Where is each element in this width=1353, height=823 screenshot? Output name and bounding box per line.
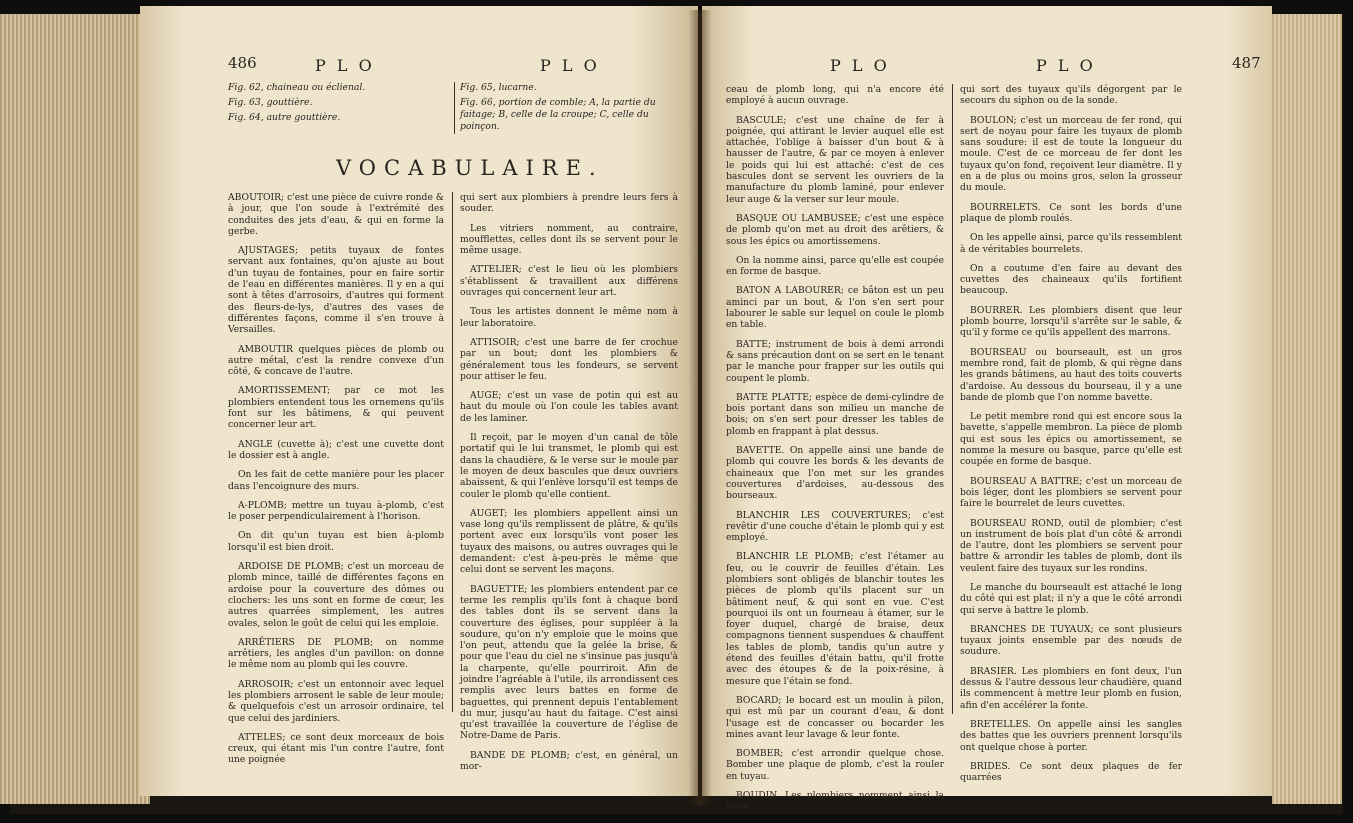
entry: On a coutume d'en faire au devant des cuvettes des chaineaux qu'ils fortifient beaucoup. [960, 262, 1182, 297]
entry: BASQUE OU LAMBUSEE; c'est une espèce de plomb qu'on met au droit des arêtiers, & sous les épics ou amortissemens. [726, 212, 944, 247]
entry: On les appelle ainsi, parce qu'ils ressemblent à de véritables bourrelets. [960, 232, 1182, 255]
right-page-edges [1272, 14, 1342, 804]
entry: ceau de plomb long, qui n'a encore été employé à aucun ouvrage. [726, 84, 944, 107]
entry: AMBOUTIR quelques pièces de plomb ou autre métal, c'est la rendre convexe d'un côté, & concave de l'autre. [228, 343, 444, 378]
section-title: VOCABULAIRE. [336, 156, 604, 180]
entry: ARRÊTIERS DE PLOMB; on nomme arrêtiers, les angles d'un pavillon: on donne le même nom au plomb qui les couvre. [228, 636, 444, 671]
figure-captions-right [460, 82, 670, 136]
left-page [140, 6, 698, 796]
entry: BOUDIN. Les plombiers nomment ainsi la boue [726, 790, 944, 813]
text-column-right-2 [960, 84, 1182, 791]
text-column-left-1 [228, 192, 444, 774]
entry: AUGET; les plombiers appellent ainsi un vase long qu'ils remplissent de plâtre, & qu'ils portent avec eux lorsqu'ils vont poser les tuyaux des maisons, ou autres ouvrages qui le demandent: c'est à-peu-près le même que celui dont se servent les maçons. [460, 507, 678, 576]
entry: AUGE; c'est un vase de potin qui est au haut du moule où l'on coule les tables avant de les laminer. [460, 390, 678, 424]
entry: BOURRER. Les plombiers disent que leur plomb bourre, lorsqu'il s'arrête sur le sable, & qu'il y forme ce qu'ils appellent des marrons. [960, 304, 1182, 339]
entry: BOULON; c'est un morceau de fer rond, qui sert de noyau pour faire les tuyaux de plomb sans soudure: il est de toute la longueur du moule. C'est de ce morceau de fer dont les tuyaux qu'on fond, reçoivent leur diamètre. Il y en a de plus ou moins gros, selon la grosseur du moule. [960, 114, 1182, 194]
entry: AJUSTAGES; petits tuyaux de fontes servant aux fontaines, qu'on ajuste au bout d'un tuyau de fontaines, pour en faire sortir de l'eau en différentes manières. Il y en a qui sont à têtes d'arrosoirs, d'autres qui forment des fleurs-de-lys, d'autres des vases de différentes façons, comme il s'en trouve à Versailles. [228, 245, 444, 336]
text-column-right-1 [726, 84, 944, 821]
running-head-left-2: P L O [540, 56, 600, 75]
entry: BOURRELETS. Ce sont les bords d'une plaque de plomb roulés. [960, 201, 1182, 224]
column-rule-figs [454, 82, 455, 134]
entry: BOMBER; c'est arrondir quelque chose. Bomber une plaque de plomb, c'est la rouler en tuyau. [726, 748, 944, 782]
entry: Le petit membre rond qui est encore sous la bavette, s'appelle membron. La pièce de plomb qui est sous les épics ou amortissement, se nomme la mesure ou basque, parce qu'elle est coupée en forme de basque. [960, 411, 1182, 468]
entry: ARDOISE DE PLOMB; c'est un morceau de plomb mince, taillé de différentes façons en ardoise pour la couverture des dômes ou clochers: les uns sont en forme de cœur, les autres quarrées simplement, les autres ovales, selon le goût de celui qui les emploie. [228, 561, 444, 629]
entry: BLANCHIR LES COUVERTURES; c'est revêtir d'une couche d'étain le plomb qui y est employé. [726, 509, 944, 544]
entry: BAVETTE. On appelle ainsi une bande de plomb qui couvre les bords & les devants de chaineaux que l'on met sur les grandes couvertures d'ardoises, au-dessous des bourseaux. [726, 445, 944, 502]
entry: qui sert aux plombiers à prendre leurs fers à souder. [460, 192, 678, 215]
entry: BOURSEAU ROND, outil de plombier; c'est un instrument de bois plat d'un côté & arrondi de l'autre, dont les plombiers se servent pour battre & arrondir les tables de plomb, dont ils veulent faire des tuyaux sur les rondins. [960, 517, 1182, 574]
fig-caption: Fig. 63, gouttière. [228, 97, 313, 108]
entry: BATTE; instrument de bois à demi arrondi & sans précaution dont on se sert en le tenant par le manche pour frapper sur les outils qui coupent le plomb. [726, 338, 944, 384]
entry: qui sort des tuyaux qu'ils dégorgent par le secours du siphon ou de la sonde. [960, 84, 1182, 107]
entry: BATTE PLATTE; espèce de demi-cylindre de bois portant dans son milieu un manche de bois; on s'en sert pour dresser les tables de plomb en frappant à plat dessus. [726, 391, 944, 437]
entry: Tous les artistes donnent le même nom à leur laboratoire. [460, 306, 678, 329]
entry: BASCULE; c'est une chaîne de fer à poignée, qui attirant le levier auquel elle est attachée, l'oblige à baisser d'un bout & à hausser de l'autre, & par ce moyen à enlever le poids qui lui est attaché: c'est de ces bascules dont se servent les ouvriers de la manufacture du plomb laminé, pour enlever leur auge & la verser sur leur moule. [726, 114, 944, 205]
entry: BANDE DE PLOMB; c'est, en général, un mor- [460, 749, 678, 773]
entry: BOURSEAU ou bourseault, est un gros membre rond, fait de plomb, & qui règne dans les grands bâtimens, au haut des toits couverts d'ardoise. Au dessous du bourseau, il y a une bande de plomb que l'on nomme bavette. [960, 346, 1182, 403]
column-rule-left [452, 192, 453, 712]
entry: BRIDES. Ce sont deux plaques de fer quarrées [960, 760, 1182, 784]
entry: BOURSEAU A BATTRE; c'est un morceau de bois léger, dont les plombiers se servent pour faire le bourrelet de leurs cuvettes. [960, 475, 1182, 510]
entry: ABOUTOIR; c'est une pièce de cuivre ronde & à jour, que l'on soude à l'extrémité des conduites des jets d'eau, & qui en forme la gerbe. [228, 192, 444, 237]
fig-caption: Fig. 65, lucarne. [460, 82, 537, 93]
book-gutter [688, 10, 712, 806]
entry: BATON A LABOURER; ce bâton est un peu aminci par un bout, & l'on s'en sert pour labourer le sable sur lequel on coule le plomb en table. [726, 285, 944, 331]
entry: ATTISOIR; c'est une barre de fer crochue par un bout; dont les plombiers & généralement tous les fondeurs, se servent pour attiser le feu. [460, 336, 678, 382]
figure-captions-left [228, 82, 438, 127]
entry: ARROSOIR; c'est un entonnoir avec lequel les plombiers arrosent le sable de leur moule; & quelquefois c'est un arrosoir ordinaire, tel que celui des jardiniers. [228, 678, 444, 724]
entry: BRETELLES. On appelle ainsi les sangles des battes que les ouvriers prennent lorsqu'ils ont quelque chose à porter. [960, 718, 1182, 753]
entry: BRANCHES DE TUYAUX; ce sont plusieurs tuyaux joints ensemble par des nœuds de soudure. [960, 623, 1182, 658]
entry: Il reçoit, par le moyen d'un canal de tôle portatif qui le lui transmet, le plomb qui est dans la chaudière, & le verse sur le moule par le moyen de deux bascules que deux ouvriers abaissent, & qui l'enlève lorsqu'il est temps de couler le plomb qu'elle contient. [460, 432, 678, 500]
entry: ANGLE (cuvette à); c'est une cuvette dont le dossier est à angle. [228, 438, 444, 461]
entry: BLANCHIR LE PLOMB; c'est l'étamer au feu, ou le couvrir de feuilles d'étain. Les plombiers sont obligés de blanchir toutes les pièces de plomb qu'ils placent sur un bâtiment neuf, & qui sont en vue. C'est pourquoi ils ont un fourneau à étamer, sur le foyer duquel, chargé de braise, deux compagnons tiennent suspendues & chauffent les tables de plomb, tandis qu'un autre y étend des feuilles d'étain battu, qu'il frotte avec des étoupes & de la poix-résine, à mesure que l'étain se fond. [726, 551, 944, 687]
fig-caption: Fig. 62, chaineau ou éclienal. [228, 82, 366, 93]
column-rule-right [952, 84, 953, 714]
entry: BAGUETTE; les plombiers entendent par ce terme les remplis qu'ils font à chaque bord des tables dont ils se servent dans la couverture des églises, pour suppléer à la soudure, qu'on n'y emploie que le moins que l'on peut, attendu que la gelée la brise, & pour que l'eau du ciel ne s'insinue pas jusqu'à la charpente, qu'elle pourriroit. Afin de joindre l'agréable à l'utile, ils arrondissent ces remplis avec leurs battes en forme de baguettes, qui prennent depuis l'entablement du mur, jusqu'au haut du faitage. C'est ainsi qu'est travaillée la couverture de l'église de Notre-Dame de Paris. [460, 583, 678, 742]
running-head-right-2: P L O [1036, 56, 1096, 75]
fig-caption: Fig. 66, portion de comble; A, la partie du faitage; B, celle de la croupe; C, celle du poinçon. [460, 97, 656, 132]
entry: Les vitriers nomment, au contraire, moufflettes, celles dont ils se servent pour le même usage. [460, 222, 678, 257]
entry: On la nomme ainsi, parce qu'elle est coupée en forme de basque. [726, 254, 944, 278]
page-number-right: 487 [1232, 54, 1261, 72]
fig-caption: Fig. 64, autre gouttière. [228, 112, 341, 123]
entry: ATTELIER; c'est le lieu où les plombiers s'établissent & travaillent aux différens ouvrages qui concernent leur art. [460, 264, 678, 299]
text-column-left-2 [460, 192, 678, 780]
right-page [702, 6, 1272, 813]
running-head-right-1: P L O [830, 56, 890, 75]
entry: A-PLOMB; mettre un tuyau à-plomb, c'est le poser perpendiculairement à l'horison. [228, 499, 444, 523]
entry: ATTELES; ce sont deux morceaux de bois creux, qui étant mis l'un contre l'autre, font une poignée [228, 731, 444, 766]
page-number-left: 486 [228, 54, 257, 72]
running-head-left-1: P L O [315, 56, 375, 75]
entry: On les fait de cette manière pour les placer dans l'encoignure des murs. [228, 469, 444, 492]
left-page-edges [0, 14, 150, 804]
entry: On dit qu'un tuyau est bien à-plomb lorsqu'il est bien droit. [228, 530, 444, 553]
entry: BOCARD; le bocard est un moulin à pilon, qui est mû par un courant d'eau, & dont l'usage est de concasser ou bocarder les mines avant leur lavage & leur fonte. [726, 694, 944, 740]
entry: Le manche du bourseault est attaché le long du côté qui est plat; il n'y a que le côté arrondi qui serve à battre le plomb. [960, 581, 1182, 616]
entry: AMORTISSEMENT; par ce mot les plombiers entendent tous les ornemens qu'ils font sur les bâtimens, & qui peuvent concerner leur art. [228, 385, 444, 431]
entry: BRASIER. Les plombiers en font deux, l'un dessus & l'autre dessous leur chaudière, quand ils commencent à mettre leur plomb en fusion, afin d'en accélérer la fonte. [960, 665, 1182, 711]
